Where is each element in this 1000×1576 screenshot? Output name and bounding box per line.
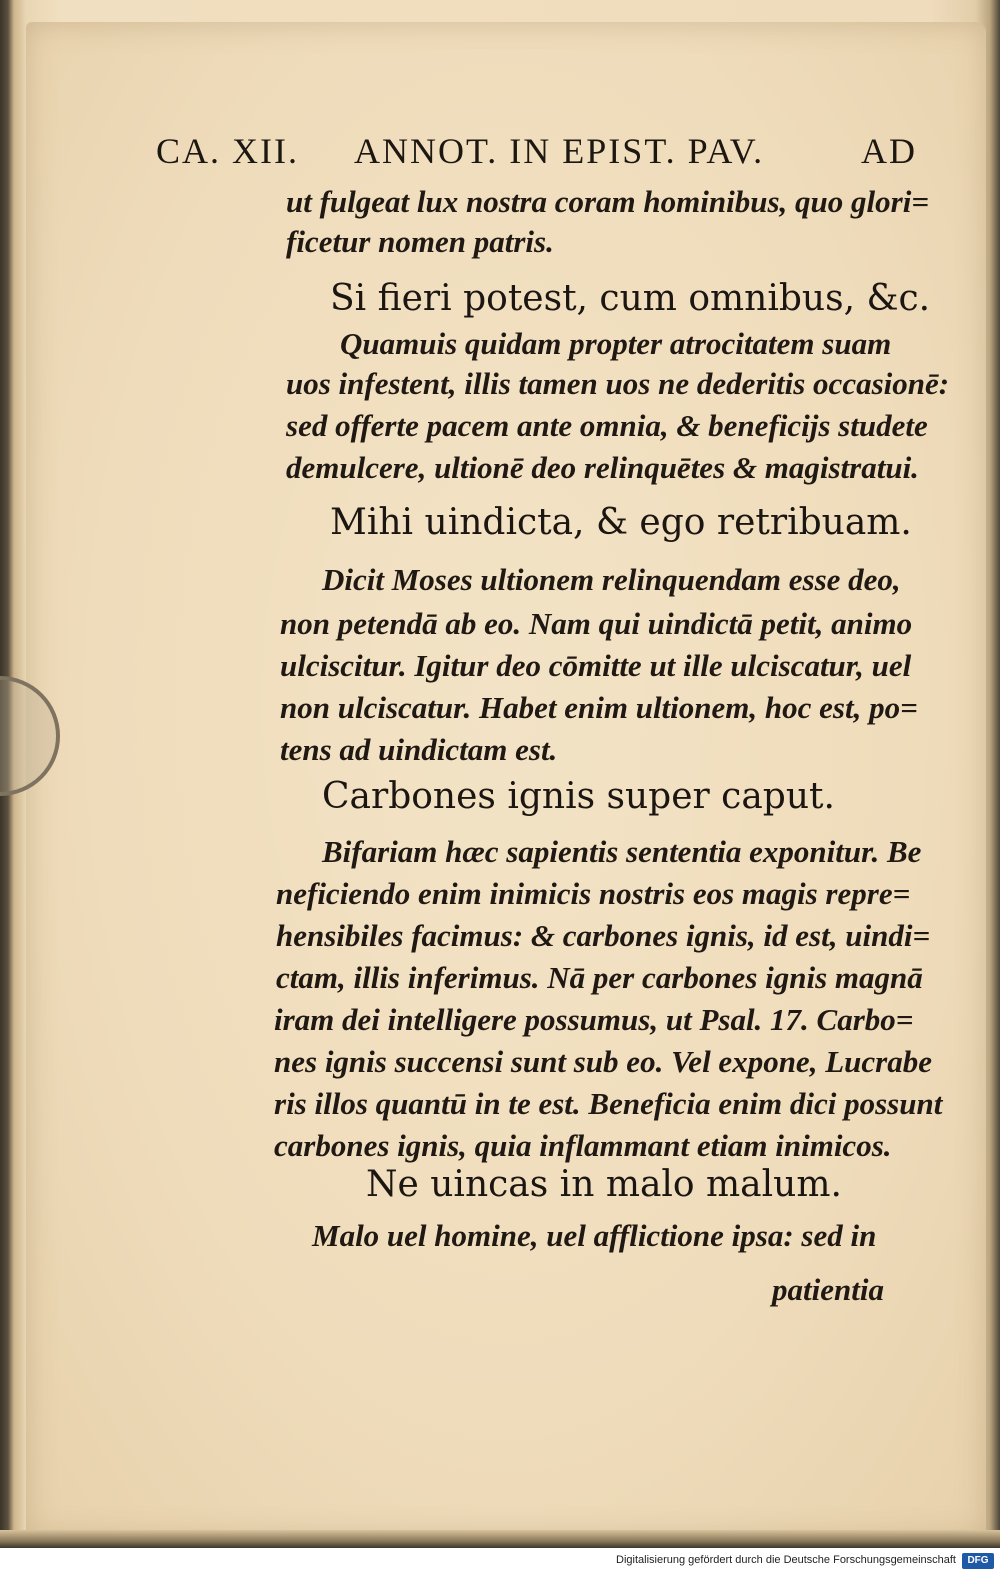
text-line: ctam, illis inferimus. Nā per carbones ignis magnā — [276, 960, 923, 995]
text-line: nes ignis succensi sunt sub eo. Vel expone, Lucrabe — [274, 1044, 932, 1079]
lemma-heading: Carbones ignis super caput. — [322, 776, 835, 817]
text-line: Dicit Moses ultionem relinquendam esse deo, — [322, 562, 901, 597]
page-edge — [0, 1530, 1000, 1548]
footer-bar — [0, 1548, 1000, 1576]
header-title: ANNOT. IN EPIST. PAV. — [354, 131, 765, 171]
text-line: Bifariam hæc sapientis sententia exponitur. Be — [322, 834, 922, 869]
text-line: sed offerte pacem ante omnia, & beneficijs studete — [286, 408, 928, 443]
text-line: Malo uel homine, uel afflictione ipsa: sed in — [312, 1218, 877, 1253]
text-line: ulciscitur. Igitur deo cōmitte ut ille ulciscatur, uel — [280, 648, 912, 683]
text-line: uos infestent, illis tamen uos ne dederitis occasionē: — [286, 366, 950, 401]
page-catchword: patientia — [772, 1272, 884, 1307]
running-header — [156, 130, 916, 176]
text-line: iram dei intelligere possumus, ut Psal. 17. Carbo= — [274, 1002, 914, 1037]
funding-credit: Digitalisierung gefördert durch die Deutsche Forschungsgemeinschaft — [616, 1554, 956, 1566]
lemma-heading: Si fieri potest, cum omnibus, &c. — [330, 278, 931, 319]
text-line: demulcere, ultionē deo relinquētes & magistratui. — [286, 450, 919, 485]
text-line: tens ad uindictam est. — [280, 732, 558, 767]
text-line: non petendā ab eo. Nam qui uindictā petit, animo — [280, 606, 913, 641]
text-line: ut fulgeat lux nostra coram hominibus, quo glori= — [286, 184, 929, 219]
lemma-heading: Mihi uindicta, & ego retribuam. — [330, 502, 912, 543]
text-line: non ulciscatur. Habet enim ultionem, hoc est, po= — [280, 690, 918, 725]
text-line: carbones ignis, quia inflammant etiam inimicos. — [274, 1128, 892, 1163]
text-line: ficetur nomen patris. — [286, 224, 554, 259]
lemma-heading: Ne uincas in malo malum. — [366, 1164, 842, 1205]
text-line: hensibiles facimus: & carbones ignis, id est, uindi= — [276, 918, 931, 953]
text-line: neficiendo enim inimicis nostris eos magis repre= — [276, 876, 911, 911]
header-chapter: CA. XII. — [156, 131, 299, 171]
text-line: Quamuis quidam propter atrocitatem suam — [340, 326, 892, 361]
header-catchword: AD — [861, 131, 917, 171]
text-line: ris illos quantū in te est. Beneficia enim dici possunt — [274, 1086, 943, 1121]
dfg-logo: DFG — [962, 1553, 994, 1569]
facing-page-bleed — [982, 280, 1000, 1180]
